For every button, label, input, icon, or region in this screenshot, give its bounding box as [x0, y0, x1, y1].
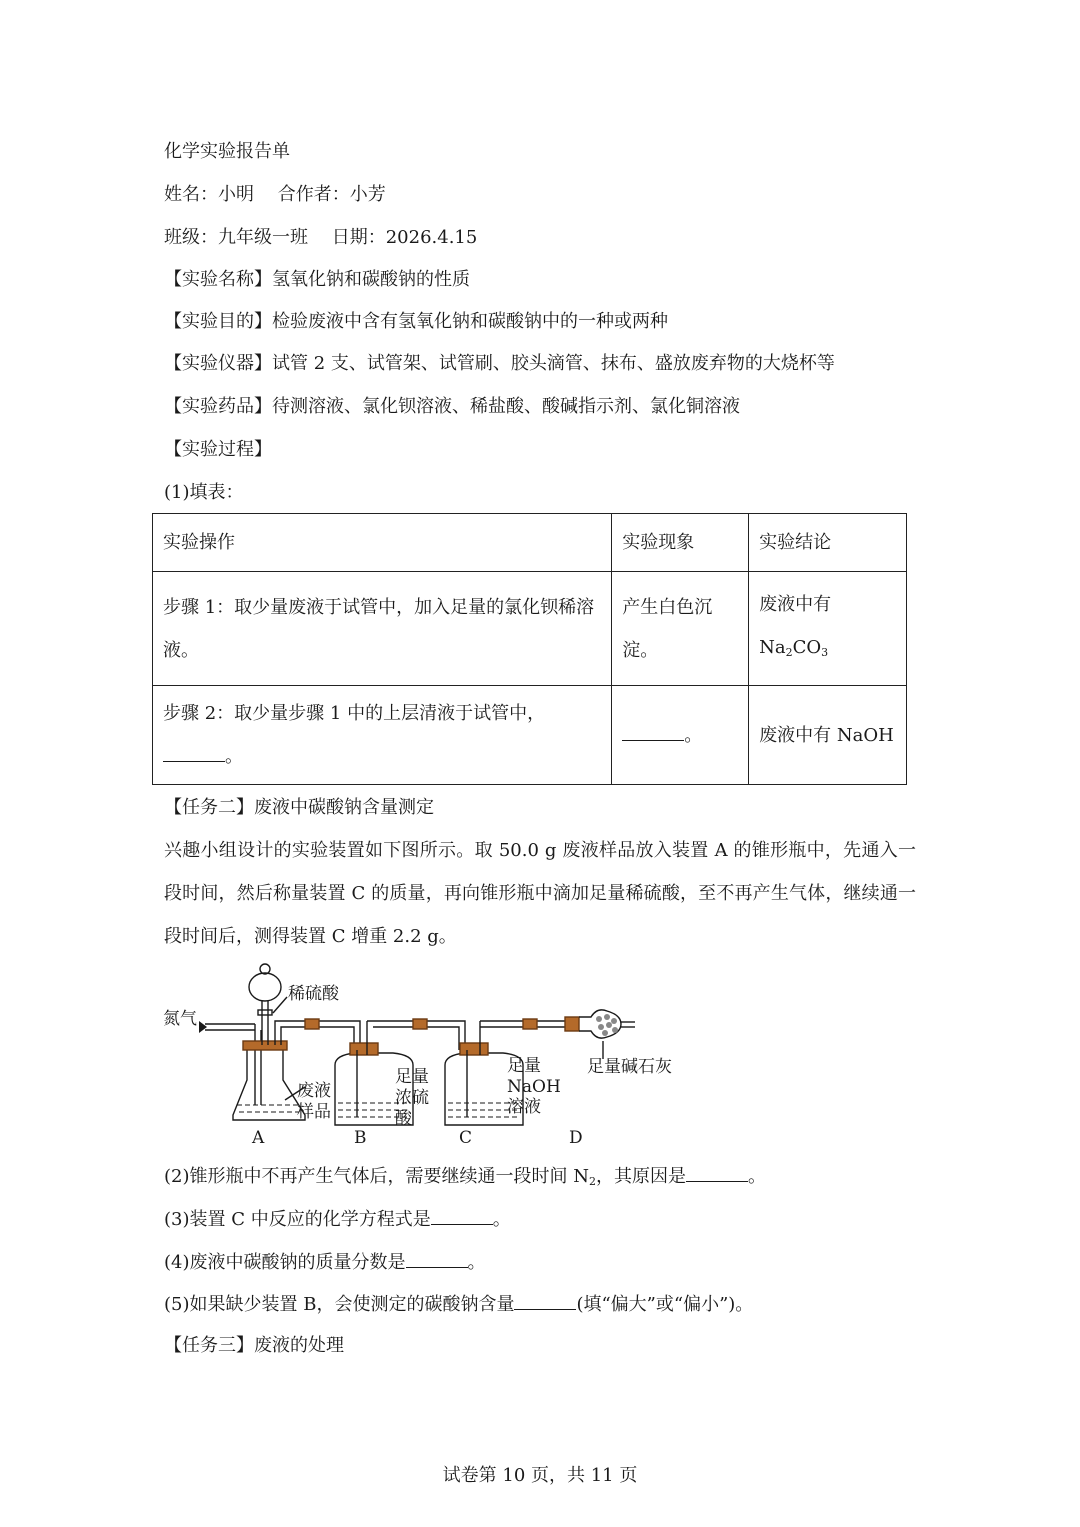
bottle-b-label-2: 浓硫 — [395, 1088, 429, 1108]
q3-answer-blank[interactable] — [431, 1206, 493, 1225]
bottle-c-label-1: 足量 — [507, 1056, 541, 1076]
header-phenomenon: 实验现象 — [612, 514, 749, 572]
step1-phenomenon: 产生白色沉淀。 — [612, 572, 749, 686]
arrow-icon — [199, 1021, 207, 1033]
table-header-row — [153, 514, 907, 572]
letter-b: B — [354, 1128, 367, 1148]
q4-answer-blank[interactable] — [406, 1249, 468, 1268]
task3-title: 【任务三】废液的处理 — [164, 1335, 344, 1356]
apparatus-diagram — [155, 955, 695, 1150]
experiment-table — [152, 513, 907, 785]
bottle-c-label-2: NaOH — [507, 1077, 561, 1097]
sample-label-1: 废液 — [297, 1081, 331, 1101]
bottle-b-label-1: 足量 — [395, 1067, 429, 1087]
experiment-purpose: 【实验目的】检验废液中含有氢氧化钠和碳酸钠中的一种或两种 — [164, 311, 668, 332]
experiment-process: 【实验过程】 — [164, 439, 272, 460]
gas-inlet-label: 氮气 — [163, 1009, 197, 1029]
bottle-b-label-3: 酸 — [395, 1109, 412, 1129]
letter-a: A — [252, 1128, 265, 1148]
na2co3-formula: $Na_2CO_3$ — [759, 637, 829, 659]
funnel-label: 稀硫酸 — [288, 984, 339, 1004]
step2-conclusion: 废液中有 NaOH — [749, 686, 907, 785]
step1-operation: 步骤 1：取少量废液于试管中，加入足量的氯化钡稀溶液。 — [153, 572, 612, 686]
experiment-instruments: 【实验仪器】试管 2 支、试管架、试管刷、胶头滴管、抹布、盛放废弃物的大烧杯等 — [164, 353, 835, 374]
class-line: 班级：九年级一班 日期：2026.4.15 — [164, 227, 478, 248]
tube-d-label: 足量碱石灰 — [587, 1057, 672, 1077]
question-4: (4)废液中碳酸钠的质量分数是 。 — [164, 1249, 486, 1275]
experiment-name: 【实验名称】氢氧化钠和碳酸钠的性质 — [164, 269, 470, 290]
sample-label-2: 样品 — [297, 1102, 331, 1122]
question-3: (3)装置 C 中反应的化学方程式是 。 — [164, 1206, 511, 1232]
table-row — [153, 572, 907, 686]
question-2: (2)锥形瓶中不再产生气体后，需要继续通一段时间 $N_2$，其原因是 。 — [164, 1163, 766, 1194]
step2-operation-blank[interactable] — [163, 743, 225, 762]
step1-conclusion — [749, 572, 907, 686]
step2-operation-text: 步骤 2：取少量步骤 1 中的上层清液于试管中， — [163, 703, 546, 724]
table-row — [153, 686, 907, 785]
task2-paragraph: 兴趣小组设计的实验装置如下图所示。取 50.0 g 废液样品放入装置 A 的锥形瓶中，先通入一段时间，然后称量装置 C 的质量，再向锥形瓶中滴加足量稀硫酸，至不再产生气体，继续通一段时间后，测得装置 C 增重 2.2 g。 — [164, 840, 916, 947]
q2-answer-blank[interactable] — [686, 1163, 748, 1182]
header-conclusion: 实验结论 — [749, 514, 907, 572]
name-line: 姓名：小明 合作者：小芳 — [164, 184, 386, 205]
header-operation: 实验操作 — [153, 514, 612, 572]
report-title: 化学实验报告单 — [164, 141, 290, 162]
step2-phenomenon-blank[interactable] — [622, 722, 684, 741]
fill-table-label: (1)填表： — [164, 482, 244, 503]
letter-c: C — [459, 1128, 473, 1148]
step2-phenomenon: 。 — [612, 686, 749, 785]
letter-d: D — [569, 1128, 583, 1148]
question-5: (5)如果缺少装置 B，会使测定的碳酸钠含量 (填“偏大”或“偏小”)。 — [164, 1291, 753, 1317]
page-footer: 试卷第 10 页，共 11 页 — [442, 1465, 638, 1486]
task2-title: 【任务二】废液中碳酸钠含量测定 — [164, 797, 434, 818]
experiment-reagents: 【实验药品】待测溶液、氯化钡溶液、稀盐酸、酸碱指示剂、氯化铜溶液 — [164, 396, 740, 417]
step2-operation: 步骤 2：取少量步骤 1 中的上层清液于试管中， 。 — [153, 686, 612, 785]
q5-answer-blank[interactable] — [514, 1291, 576, 1310]
step1-conclusion-prefix: 废液中有 — [759, 594, 832, 615]
bottle-c-label-3: 溶液 — [507, 1097, 541, 1117]
